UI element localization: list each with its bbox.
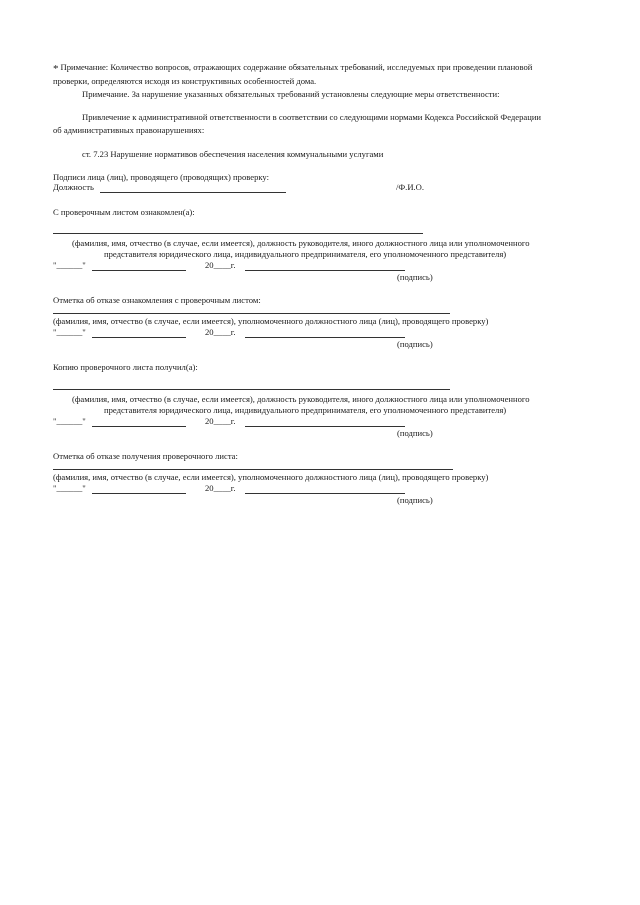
note-line-3: Примечание. За нарушение указанных обязательных требований установлены следующие меры ответственности:	[82, 89, 500, 99]
section-4-caption-1: (фамилия, имя, отчество (в случае, если имеется), уполномоченного должностного лица (лиц), проводящего проверку)	[53, 472, 489, 482]
section-1-signature-line[interactable]	[245, 270, 405, 271]
section-4-signature-label: (подпись)	[397, 495, 433, 505]
inspector-title: Подписи лица (лиц), проводящего (проводящих) проверку:	[53, 172, 269, 182]
position-label: Должность	[53, 182, 94, 192]
section-4-day: "______"	[53, 483, 86, 493]
section-1-signature-label: (подпись)	[397, 272, 433, 282]
section-4-signature-line[interactable]	[245, 493, 405, 494]
liability-article: ст. 7.23 Нарушение нормативов обеспечения населения коммунальными услугами	[82, 149, 384, 159]
section-1-caption-2: представителя юридического лица, индивидуального предпринимателя, его уполномоченного представителя)	[104, 249, 507, 259]
liability-line-1: Привлечение к административной ответственности в соответствии со следующими нормами Кодекса Российской Федерации	[82, 112, 542, 122]
section-1-month-line[interactable]	[92, 270, 186, 271]
section-4-year: 20____г.	[205, 483, 236, 493]
section-3-signature-label: (подпись)	[397, 428, 433, 438]
section-3-title: Копию проверочного листа получил(а):	[53, 362, 198, 372]
section-1-title: С проверочным листом ознакомлен(а):	[53, 207, 195, 217]
section-3-year: 20____г.	[205, 416, 236, 426]
section-1-day: "______"	[53, 260, 86, 270]
liability-line-2: об административных правонарушениях:	[53, 125, 205, 135]
fio-label: /Ф.И.О.	[396, 182, 425, 192]
section-2-signature-line[interactable]	[245, 337, 405, 338]
section-3-name-line[interactable]	[53, 389, 450, 390]
footnote-star: *	[53, 63, 59, 75]
section-4-month-line[interactable]	[92, 493, 186, 494]
section-2-title: Отметка об отказе ознакомления с проверочным листом:	[53, 295, 261, 305]
section-2-caption-1: (фамилия, имя, отчество (в случае, если имеется), уполномоченного должностного лица (лиц), проводящего проверку)	[53, 316, 489, 326]
section-2-name-line[interactable]	[53, 313, 450, 314]
section-2-signature-label: (подпись)	[397, 339, 433, 349]
section-3-signature-line[interactable]	[245, 426, 405, 427]
section-2-month-line[interactable]	[92, 337, 186, 338]
note-line-1: * Примечание: Количество вопросов, отражающих содержание обязательных требований, исследуемых при проведении плановой	[53, 62, 533, 75]
section-3-caption-2: представителя юридического лица, индивидуального предпринимателя, его уполномоченного представителя)	[104, 405, 507, 415]
section-3-day: "______"	[53, 416, 86, 426]
section-4-name-line[interactable]	[53, 469, 453, 470]
section-4-title: Отметка об отказе получения проверочного листа:	[53, 451, 238, 461]
section-3-caption-1: (фамилия, имя, отчество (в случае, если имеется), должность руководителя, иного должностного лица или уполномоченного	[72, 394, 530, 404]
section-1-caption-1: (фамилия, имя, отчество (в случае, если имеется), должность руководителя, иного должностного лица или уполномоченного	[72, 238, 530, 248]
position-line[interactable]	[100, 192, 286, 193]
section-3-month-line[interactable]	[92, 426, 186, 427]
section-1-name-line[interactable]	[53, 233, 423, 234]
section-2-day: "______"	[53, 327, 86, 337]
note-line-2: проверки, определяются исходя из конструктивных особенностей дома.	[53, 76, 317, 86]
section-2-year: 20____г.	[205, 327, 236, 337]
section-1-year: 20____г.	[205, 260, 236, 270]
